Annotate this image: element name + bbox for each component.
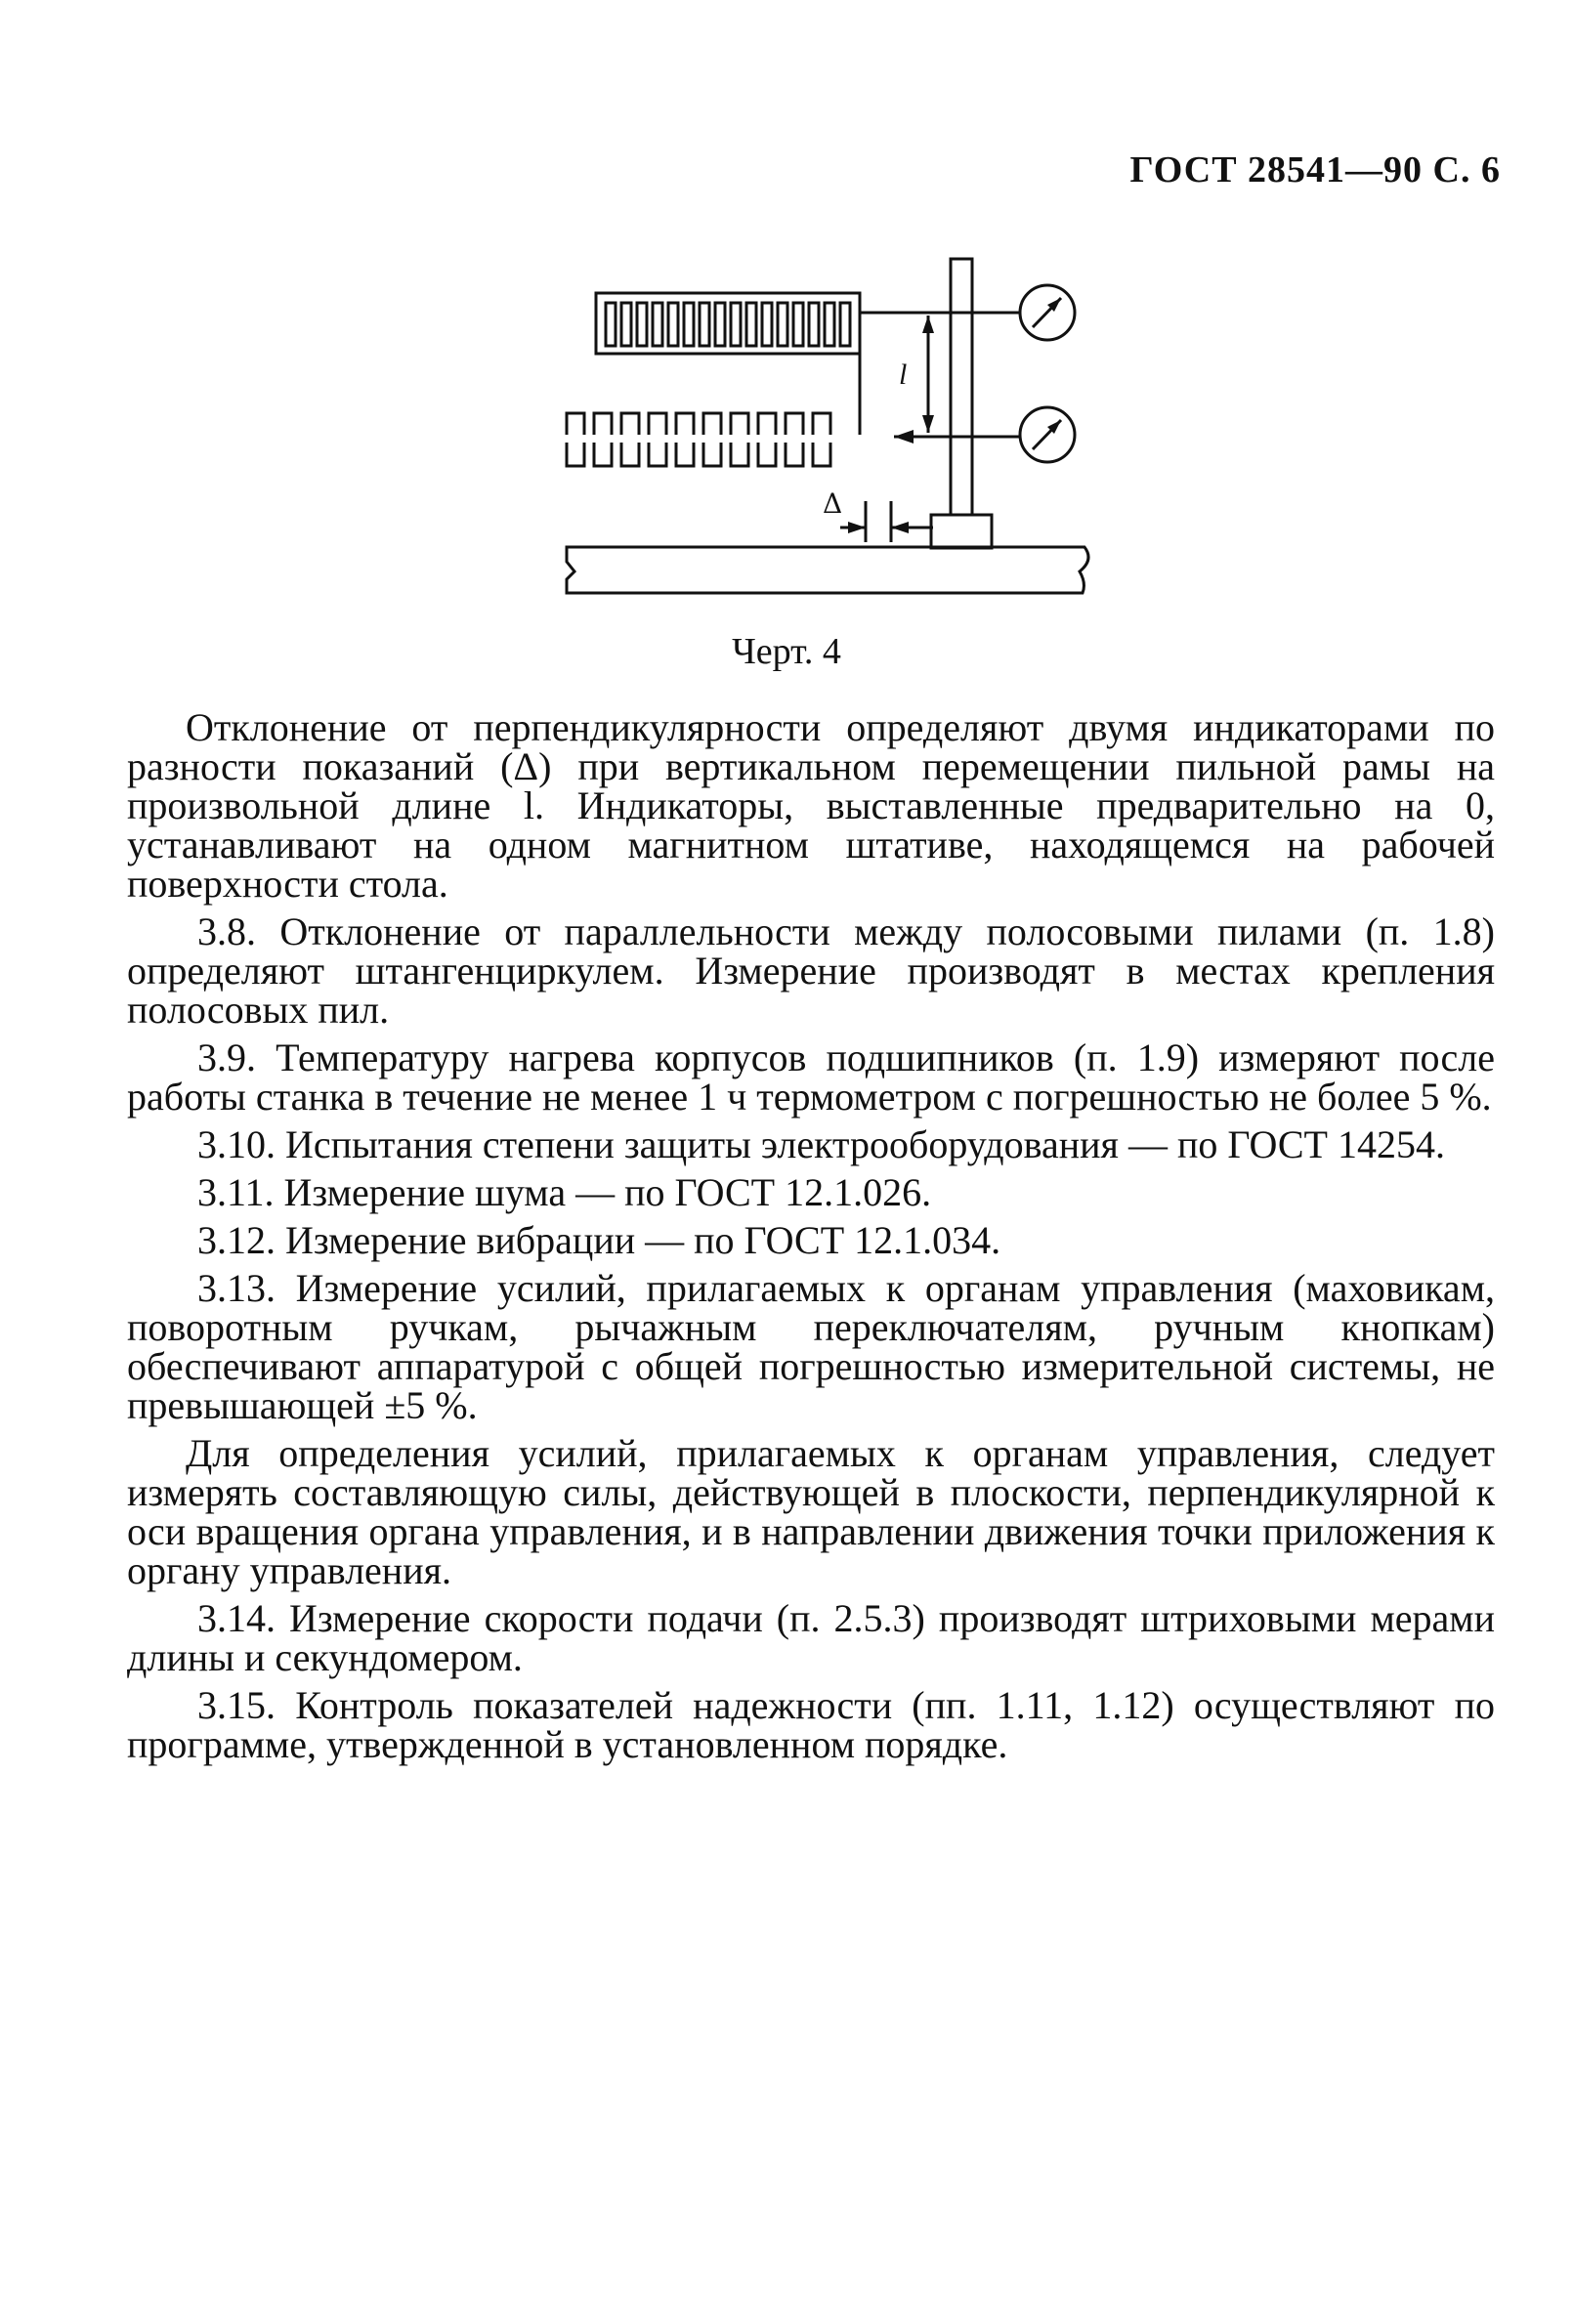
comb-fin bbox=[621, 303, 631, 346]
comb-fin bbox=[778, 303, 787, 346]
section-3-11: 3.11. Измерение шума — по ГОСТ 12.1.026. bbox=[197, 1170, 932, 1214]
comb-fin bbox=[715, 303, 725, 346]
length-label: l bbox=[899, 359, 908, 391]
comb-fin bbox=[746, 303, 756, 346]
paragraph-control-forces: Для определения усилий, прилагаемых к органам управления, следует измерять составляющую силы, действующей в плоскости, перпендикулярной к оси вращения органа управления, и в направлении движения точки приложения к органу управления. bbox=[127, 1431, 1495, 1592]
comb-fin bbox=[731, 303, 741, 346]
page-header: ГОСТ 28541—90 С. 6 bbox=[1129, 149, 1501, 190]
comb-fin bbox=[700, 303, 709, 346]
section-3-10: 3.10. Испытания степени защиты электрооборудования — по ГОСТ 14254. bbox=[197, 1122, 1445, 1166]
saw-strip-bottom bbox=[594, 443, 612, 466]
saw-strips-lower bbox=[567, 413, 830, 466]
saw-strip-top bbox=[813, 413, 830, 435]
saw-strip-top bbox=[621, 413, 639, 435]
section-3-8: 3.8. Отклонение от параллельности между полосовыми пилами (п. 1.8) определяют штангенциркулем. Измерение производят в местах крепления полосовых пил. bbox=[127, 909, 1495, 1032]
comb-fin bbox=[637, 303, 647, 346]
saw-strip-top bbox=[649, 413, 666, 435]
figure-diagram bbox=[547, 249, 1094, 620]
comb-fin bbox=[653, 303, 662, 346]
figure-caption: Черт. 4 bbox=[732, 631, 841, 672]
saw-strip-bottom bbox=[731, 443, 748, 466]
comb-fin bbox=[840, 303, 850, 346]
comb-fin bbox=[809, 303, 819, 346]
saw-strip-top bbox=[703, 413, 721, 435]
saw-strip-top bbox=[758, 413, 776, 435]
comb-fin bbox=[793, 303, 803, 346]
saw-strip-bottom bbox=[703, 443, 721, 466]
section-3-9: 3.9. Температуру нагрева корпусов подшипников (п. 1.9) измеряют после работы станка в течение не менее 1 ч термометром с погрешностью не более 5 %. bbox=[127, 1035, 1495, 1119]
comb-fin bbox=[762, 303, 772, 346]
magnetic-stand-column bbox=[951, 259, 972, 515]
saw-strip-bottom bbox=[813, 443, 830, 466]
saw-strip-bottom bbox=[786, 443, 803, 466]
saw-strip-bottom bbox=[758, 443, 776, 466]
table-surface bbox=[567, 547, 1088, 593]
saw-strip-bottom bbox=[621, 443, 639, 466]
saw-strip-top bbox=[594, 413, 612, 435]
saw-strip-top bbox=[676, 413, 694, 435]
saw-strip-bottom bbox=[567, 443, 584, 466]
comb-fin bbox=[668, 303, 678, 346]
saw-strip-top bbox=[567, 413, 584, 435]
saw-strip-top bbox=[731, 413, 748, 435]
comb-fin bbox=[825, 303, 834, 346]
saw-strip-bottom bbox=[676, 443, 694, 466]
delta-label: Δ bbox=[823, 487, 843, 520]
magnetic-base bbox=[931, 515, 992, 548]
body-text bbox=[127, 705, 1495, 1766]
saw-strip-top bbox=[786, 413, 803, 435]
comb-fin bbox=[606, 303, 616, 346]
section-3-12: 3.12. Измерение вибрации — по ГОСТ 12.1.034. bbox=[197, 1218, 1001, 1262]
saw-strip-bottom bbox=[649, 443, 666, 466]
section-3-15: 3.15. Контроль показателей надежности (пп. 1.11, 1.12) осуществляют по программе, утвержденной в установленном порядке. bbox=[127, 1683, 1495, 1766]
comb-fin bbox=[684, 303, 694, 346]
section-3-14: 3.14. Измерение скорости подачи (п. 2.5.3) производят штриховыми мерами длины и секундомером. bbox=[127, 1596, 1495, 1679]
paragraph-perpendicularity: Отклонение от перпендикулярности определяют двумя индикаторами по разности показаний (Δ) при вертикальном перемещении пильной рамы на произвольной длине l. Индикаторы, выставленные предварительно на 0, устанавливают на одном магнитном штативе, находящемся на рабочей поверхности стола. bbox=[127, 705, 1495, 906]
section-3-13: 3.13. Измерение усилий, прилагаемых к органам управления (маховикам, поворотным ручкам, рычажным переключателям, ручным кнопкам) обеспечивают аппаратурой с общей погрешностью измерительной системы, не превышающей ±5 %. bbox=[127, 1266, 1495, 1427]
